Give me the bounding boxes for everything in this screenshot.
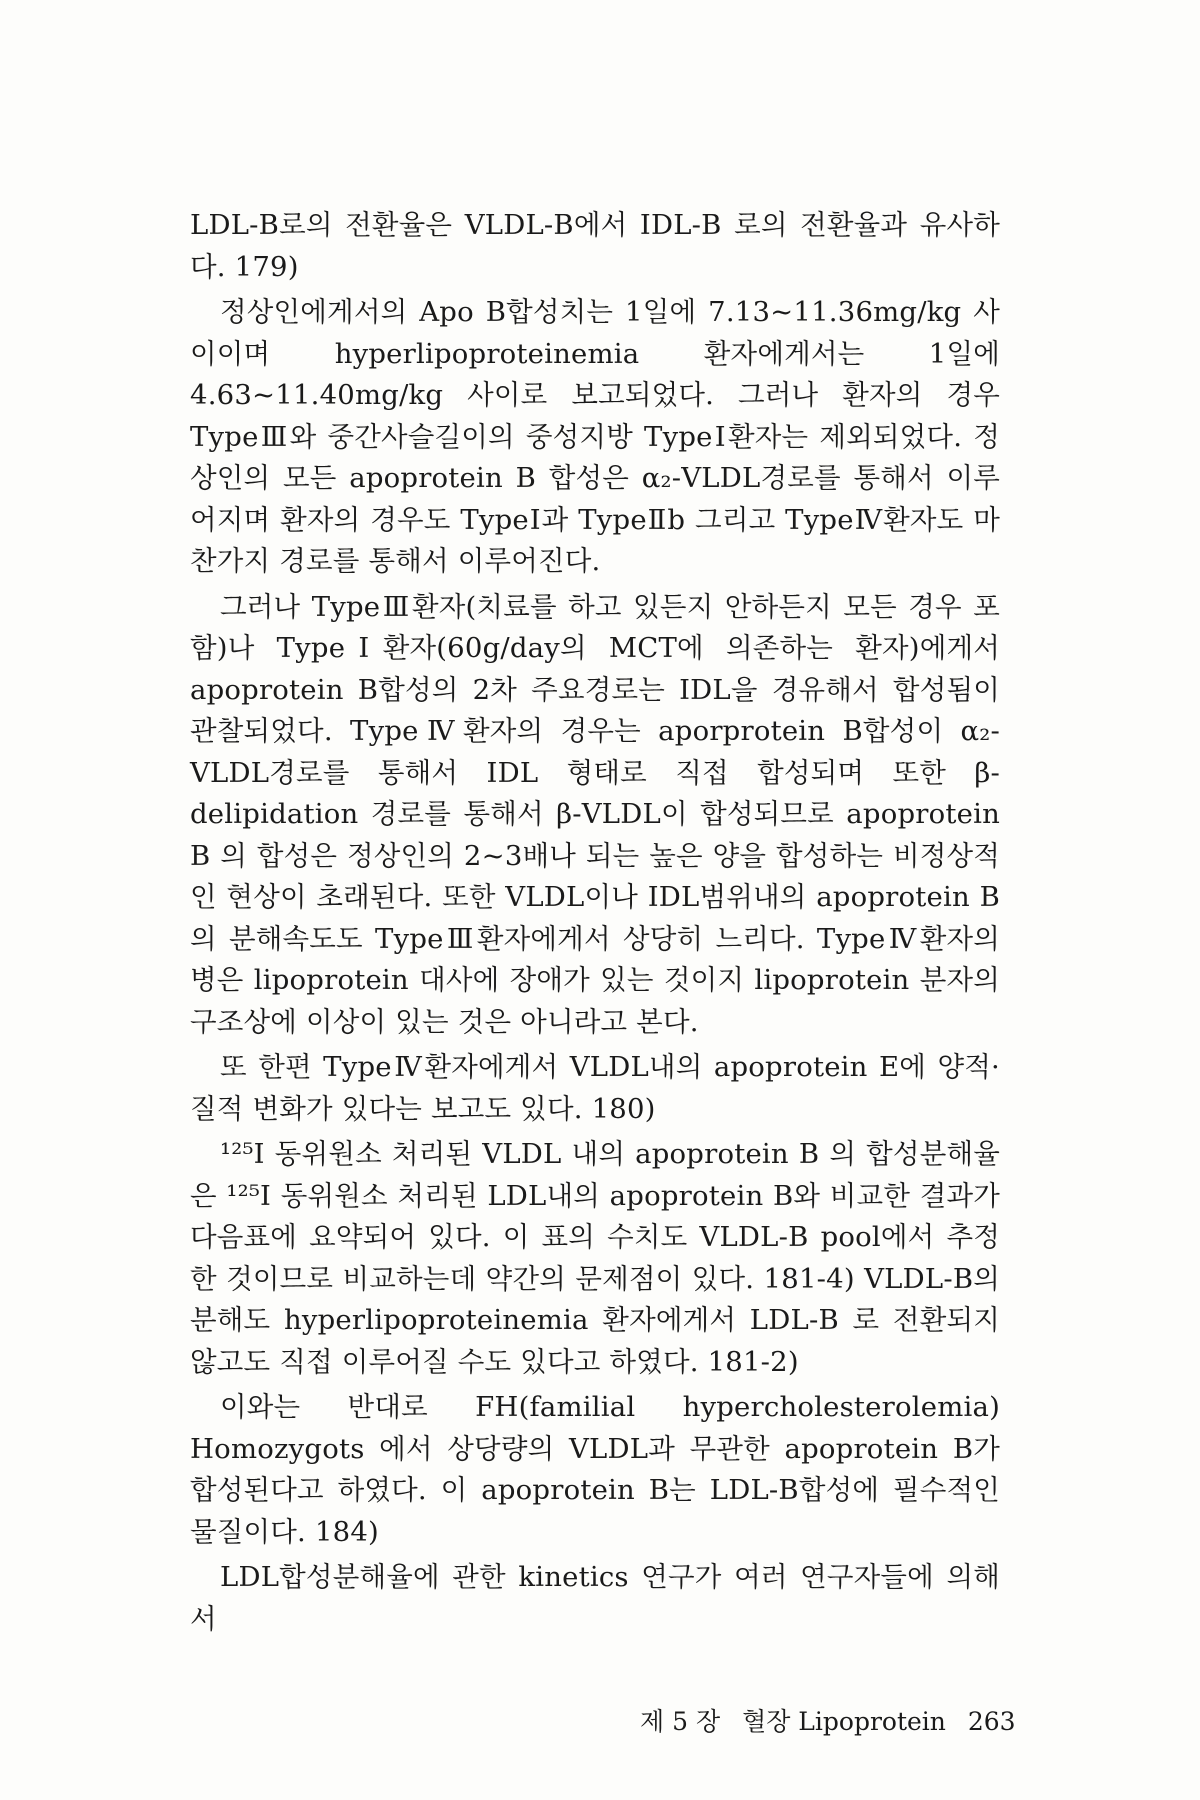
paragraph-3: 그러나 TypeⅢ환자(치료를 하고 있든지 안하든지 모든 경우 포함)나 TypeⅠ환자(60g/day의 MCT에 의존하는 환자)에게서 apoprotein B합성의 2차 주요경로는 IDL을 경유해서 합성됨이 관찰되었다. TypeⅣ환자의 경우는 aporprotein B합성이 α₂-VLDL경로를 통해서 IDL 형태로 직접 합성되며 또한 β-delipidation 경로를 통해서 β-VLDL이 합성되므로 apoprotein B 의 합성은 정상인의 2~3배나 되는 높은 양을 합성하는 비정상적인 현상이 초래된다. 또한 VLDL이나 IDL범위내의 apoprotein B의 분해속도도 TypeⅢ환자에게서 상당히 느리다. TypeⅣ환자의 병은 lipoprotein 대사에 장애가 있는 것이지 lipoprotein 분자의 구조상에 이상이 있는 것은 아니라고 본다. bbox=[190, 590, 1000, 1038]
paragraph-7: LDL합성분해율에 관한 kinetics 연구가 여러 연구자들에 의해서 bbox=[190, 1561, 1000, 1635]
body-text bbox=[190, 205, 1000, 1644]
page-number: 263 bbox=[967, 1707, 1016, 1736]
page-footer bbox=[640, 1706, 1016, 1738]
chapter-label: 제 5 장 bbox=[640, 1707, 721, 1736]
paragraph-6: 이와는 반대로 FH(familial hypercholesterolemia) Homozygots 에서 상당량의 VLDL과 무관한 apoprotein B가 합성된다고 하였다. 이 apoprotein B는 LDL-B합성에 필수적인 물질이다. 184) bbox=[190, 1391, 1000, 1548]
paragraph-1: LDL-B로의 전환율은 VLDL-B에서 IDL-B 로의 전환율과 유사하다. 179) bbox=[190, 209, 1000, 283]
paragraph-4: 또 한편 TypeⅣ환자에게서 VLDL내의 apoprotein E에 양적·질적 변화가 있다는 보고도 있다. 180) bbox=[190, 1051, 1000, 1125]
paragraph-5: ¹²⁵I 동위원소 처리된 VLDL 내의 apoprotein B 의 합성분해율은 ¹²⁵I 동위원소 처리된 LDL내의 apoprotein B와 비교한 결과가 다음표에 요약되어 있다. 이 표의 수치도 VLDL-B pool에서 추정한 것이므로 비교하는데 약간의 문제점이 있다. 181-4) VLDL-B의 분해도 hyperlipoproteinemia 환자에게서 LDL-B 로 전환되지 않고도 직접 이루어질 수도 있다고 하였다. 181-2) bbox=[190, 1138, 1000, 1378]
paragraph-2: 정상인에게서의 Apo B합성치는 1일에 7.13~11.36mg/kg 사이이며 hyperlipoproteinemia 환자에게서는 1일에 4.63~11.40mg/kg 사이로 보고되었다. 그러나 환자의 경우 TypeⅢ와 중간사슬길이의 중성지방 TypeⅠ환자는 제외되었다. 정상인의 모든 apoprotein B 합성은 α₂-VLDL경로를 통해서 이루어지며 환자의 경우도 TypeⅠ과 TypeⅡb 그리고 TypeⅣ환자도 마찬가지 경로를 통해서 이루어진다. bbox=[190, 296, 1000, 577]
chapter-title: 혈장 Lipoprotein bbox=[742, 1707, 946, 1736]
